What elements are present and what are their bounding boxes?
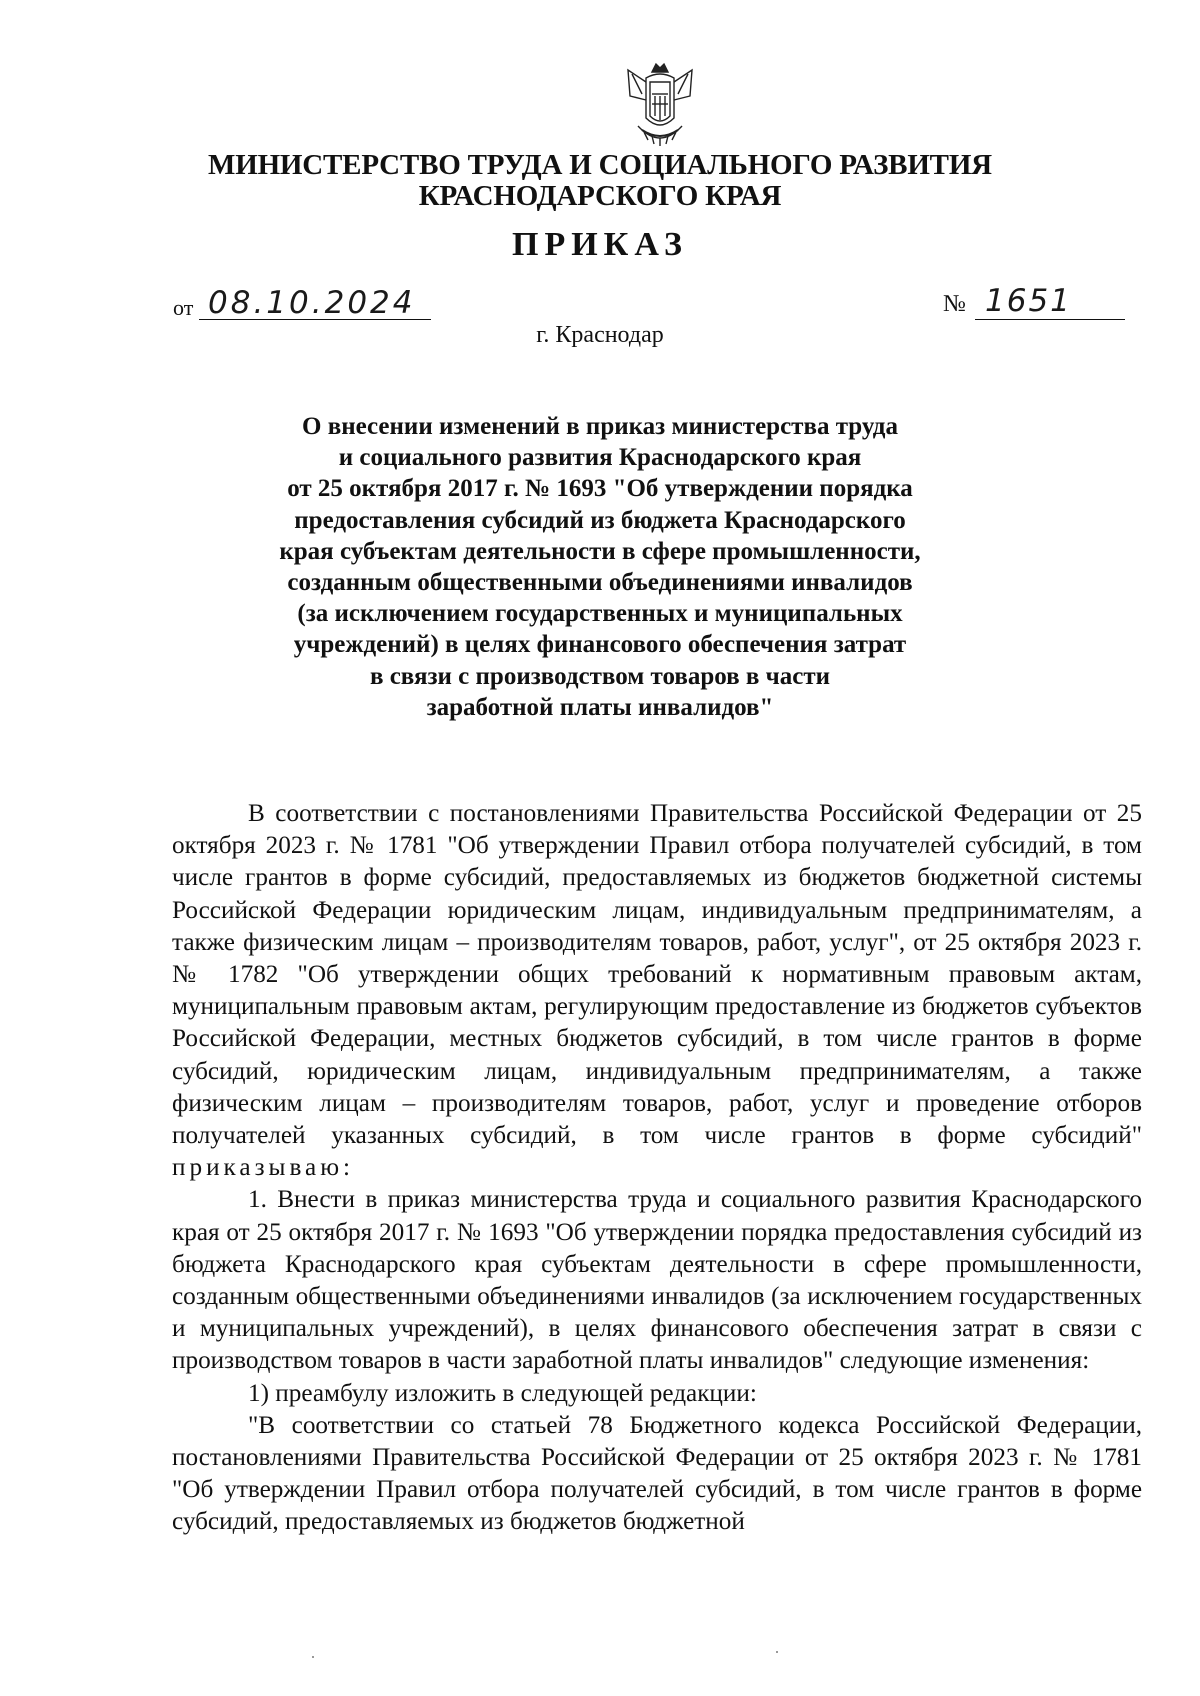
scan-artifact (776, 1651, 778, 1653)
subitem-1-paragraph: 1) преамбулу изложить в следующей редакции: (248, 1379, 757, 1407)
order-word: приказываю: (172, 1154, 355, 1182)
subject-line: в связи с производством товаров в части (369, 662, 831, 690)
coat-of-arms-icon (622, 60, 698, 156)
handwritten-number: 1651 (985, 283, 1072, 319)
subject-line: предоставления субсидий из бюджета Краснодарского (294, 506, 906, 534)
scan-artifact (312, 1656, 314, 1658)
item-1-paragraph: 1. Внести в приказ министерства труда и социального развития Краснодарского края от 25 октября 2017 г. № 1693 "Об утверждении порядка предоставления субсидий из бюджета Краснодарского края субъектам деятельности в сфере промышленности, созданным общественными объединениями инвалидов (за исключением государственных и муниципальных учреждений), в целях финансового обеспечения затрат в связи с производством товаров в части заработной платы инвалидов" следующие изменения: (172, 1186, 1142, 1375)
subject-line: и социального развития Краснодарского края (338, 444, 862, 472)
ministry-name-line2: КРАСНОДАРСКОГО КРАЯ (418, 180, 782, 212)
subject-line: О внесении изменений в приказ министерства труда (302, 413, 898, 440)
preamble-text: В соответствии с постановлениями Правительства Российской Федерации от 25 октября 2023 г. № 1781 "Об утверждении Правил отбора получателей субсидий, в том числе грантов в форме субсидий, предоставляемых из бюджетов бюджетной системы Российской Федерации юридическим лицам, индивидуальным предпринимателям, а также физическим лицам – производителям товаров, работ, услуг", от 25 октября 2023 г. № 1782 "Об утверждении общих требований к нормативным правовым актам, муниципальным правовым актам, регулирующим предоставление из бюджетов субъектов Российской Федерации, местных бюджетов субсидий, в том числе грантов в форме субсидий, юридическим лицам, индивидуальным предпринимателям, а также физическим лицам – производителям товаров, работ, услуг и проведение отборов получателей указанных субсидий, в том числе грантов в форме субсидий" (172, 800, 1142, 1150)
new-preamble-paragraph: "В соответствии со статьей 78 Бюджетного кодекса Российской Федерации, постановлениями Правительства Российской Федерации от 25 октября 2023 г. № 1781 "Об утверждении Правил отбора получателей субсидий, в том числе грантов в форме субсидий, предоставляемых из бюджетов бюджетной (172, 1411, 1142, 1536)
number-underline (975, 319, 1125, 320)
subject-line: от 25 октября 2017 г. № 1693 "Об утверждении порядка (287, 475, 913, 503)
subject-line: учреждений) в целях финансового обеспечения затрат (293, 631, 907, 659)
subject-line: заработной платы инвалидов" (426, 693, 774, 721)
preamble-paragraph (172, 798, 1142, 1184)
ministry-name-line1: МИНИСТЕРСТВО ТРУДА И СОЦИАЛЬНОГО РАЗВИТИЯ (208, 149, 992, 181)
document-type-title: ПРИКАЗ (512, 226, 688, 263)
number-prefix: № (943, 291, 966, 317)
order-subject (210, 411, 990, 723)
order-body (172, 798, 1142, 1539)
subject-line: (за исключением государственных и муниципальных (297, 600, 903, 628)
city-name: г. Краснодар (536, 322, 664, 348)
subject-line: края субъектам деятельности в сфере промышленности, (279, 537, 921, 565)
date-prefix: от (173, 295, 194, 320)
handwritten-date: 08.10.2024 (208, 285, 416, 321)
subject-line: созданным общественными объединениями инвалидов (287, 569, 913, 597)
